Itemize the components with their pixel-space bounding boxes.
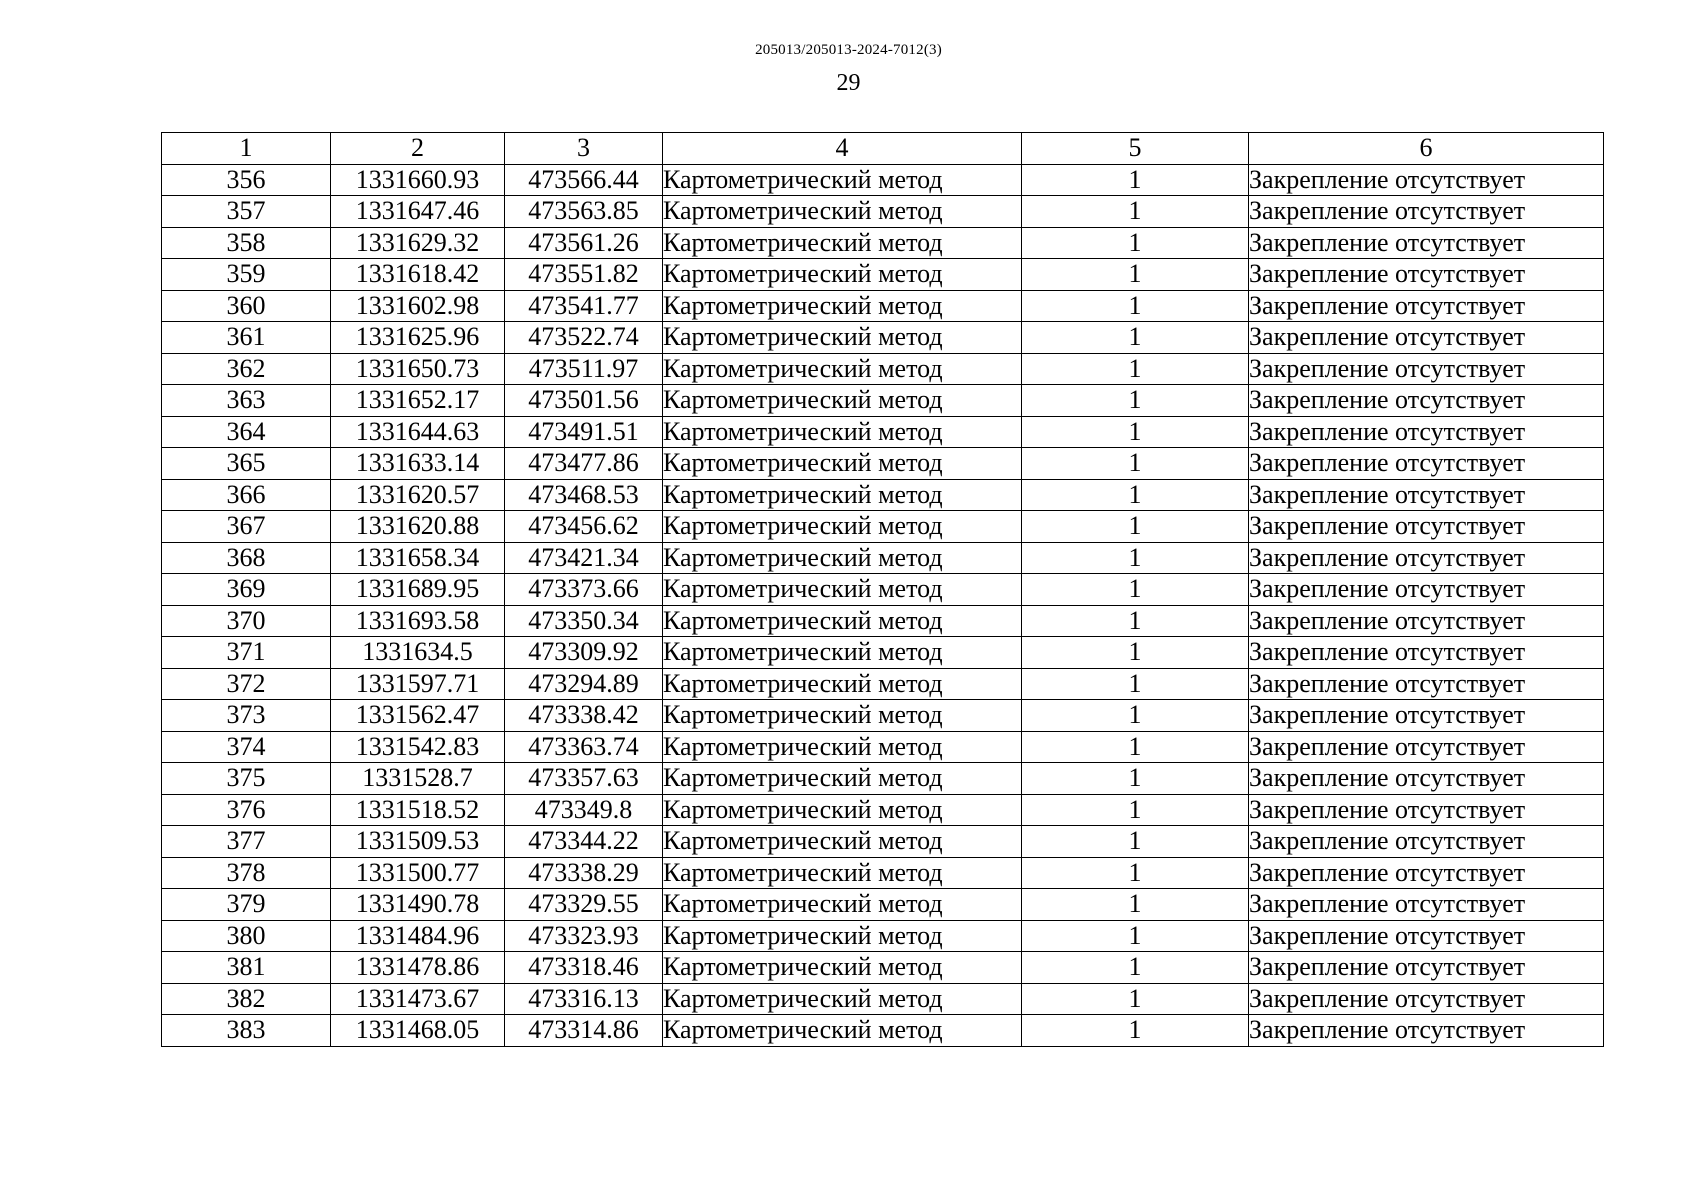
y-coordinate-cell: 473456.62 bbox=[505, 511, 663, 543]
point-number-cell: 365 bbox=[162, 448, 331, 480]
x-coordinate-cell: 1331689.95 bbox=[331, 574, 505, 606]
point-number-cell: 376 bbox=[162, 794, 331, 826]
method-cell: Картометрический метод bbox=[663, 1015, 1022, 1047]
table-row bbox=[162, 983, 1604, 1015]
x-coordinate-cell: 1331518.52 bbox=[331, 794, 505, 826]
accuracy-cell: 1 bbox=[1022, 1015, 1249, 1047]
method-cell: Картометрический метод bbox=[663, 826, 1022, 858]
table-row bbox=[162, 857, 1604, 889]
point-number-cell: 369 bbox=[162, 574, 331, 606]
x-coordinate-cell: 1331633.14 bbox=[331, 448, 505, 480]
method-cell: Картометрический метод bbox=[663, 322, 1022, 354]
accuracy-cell: 1 bbox=[1022, 353, 1249, 385]
table-row bbox=[162, 637, 1604, 669]
x-coordinate-cell: 1331634.5 bbox=[331, 637, 505, 669]
x-coordinate-cell: 1331490.78 bbox=[331, 889, 505, 921]
point-number-cell: 379 bbox=[162, 889, 331, 921]
coordinates-table bbox=[161, 132, 1604, 1047]
table-row bbox=[162, 668, 1604, 700]
fixing-description-cell: Закрепление отсутствует bbox=[1249, 605, 1604, 637]
y-coordinate-cell: 473318.46 bbox=[505, 952, 663, 984]
point-number-cell: 371 bbox=[162, 637, 331, 669]
accuracy-cell: 1 bbox=[1022, 637, 1249, 669]
method-cell: Картометрический метод bbox=[663, 164, 1022, 196]
table-row bbox=[162, 889, 1604, 921]
fixing-description-cell: Закрепление отсутствует bbox=[1249, 542, 1604, 574]
point-number-cell: 381 bbox=[162, 952, 331, 984]
point-number-cell: 361 bbox=[162, 322, 331, 354]
accuracy-cell: 1 bbox=[1022, 700, 1249, 732]
x-coordinate-cell: 1331644.63 bbox=[331, 416, 505, 448]
table-row bbox=[162, 227, 1604, 259]
table-row bbox=[162, 731, 1604, 763]
fixing-description-cell: Закрепление отсутствует bbox=[1249, 353, 1604, 385]
y-coordinate-cell: 473522.74 bbox=[505, 322, 663, 354]
fixing-description-cell: Закрепление отсутствует bbox=[1249, 322, 1604, 354]
table-row bbox=[162, 763, 1604, 795]
y-coordinate-cell: 473294.89 bbox=[505, 668, 663, 700]
point-number-cell: 363 bbox=[162, 385, 331, 417]
fixing-description-cell: Закрепление отсутствует bbox=[1249, 920, 1604, 952]
table-row bbox=[162, 542, 1604, 574]
page-number: 29 bbox=[836, 70, 861, 96]
x-coordinate-cell: 1331652.17 bbox=[331, 385, 505, 417]
fixing-description-cell: Закрепление отсутствует bbox=[1249, 1015, 1604, 1047]
point-number-cell: 370 bbox=[162, 605, 331, 637]
method-cell: Картометрический метод bbox=[663, 290, 1022, 322]
y-coordinate-cell: 473511.97 bbox=[505, 353, 663, 385]
column-header: 4 bbox=[663, 133, 1022, 165]
fixing-description-cell: Закрепление отсутствует bbox=[1249, 952, 1604, 984]
accuracy-cell: 1 bbox=[1022, 259, 1249, 291]
fixing-description-cell: Закрепление отсутствует bbox=[1249, 290, 1604, 322]
fixing-description-cell: Закрепление отсутствует bbox=[1249, 227, 1604, 259]
x-coordinate-cell: 1331473.67 bbox=[331, 983, 505, 1015]
point-number-cell: 356 bbox=[162, 164, 331, 196]
x-coordinate-cell: 1331618.42 bbox=[331, 259, 505, 291]
accuracy-cell: 1 bbox=[1022, 826, 1249, 858]
point-number-cell: 357 bbox=[162, 196, 331, 228]
method-cell: Картометрический метод bbox=[663, 668, 1022, 700]
method-cell: Картометрический метод bbox=[663, 542, 1022, 574]
column-header: 2 bbox=[331, 133, 505, 165]
x-coordinate-cell: 1331468.05 bbox=[331, 1015, 505, 1047]
fixing-description-cell: Закрепление отсутствует bbox=[1249, 668, 1604, 700]
point-number-cell: 377 bbox=[162, 826, 331, 858]
method-cell: Картометрический метод bbox=[663, 448, 1022, 480]
table-row bbox=[162, 605, 1604, 637]
header-row bbox=[162, 133, 1604, 165]
table-row bbox=[162, 353, 1604, 385]
fixing-description-cell: Закрепление отсутствует bbox=[1249, 983, 1604, 1015]
method-cell: Картометрический метод bbox=[663, 857, 1022, 889]
x-coordinate-cell: 1331542.83 bbox=[331, 731, 505, 763]
accuracy-cell: 1 bbox=[1022, 448, 1249, 480]
point-number-cell: 367 bbox=[162, 511, 331, 543]
fixing-description-cell: Закрепление отсутствует bbox=[1249, 731, 1604, 763]
accuracy-cell: 1 bbox=[1022, 322, 1249, 354]
table-row bbox=[162, 1015, 1604, 1047]
x-coordinate-cell: 1331484.96 bbox=[331, 920, 505, 952]
x-coordinate-cell: 1331509.53 bbox=[331, 826, 505, 858]
x-coordinate-cell: 1331625.96 bbox=[331, 322, 505, 354]
method-cell: Картометрический метод bbox=[663, 763, 1022, 795]
accuracy-cell: 1 bbox=[1022, 889, 1249, 921]
table-row bbox=[162, 259, 1604, 291]
point-number-cell: 382 bbox=[162, 983, 331, 1015]
y-coordinate-cell: 473491.51 bbox=[505, 416, 663, 448]
point-number-cell: 362 bbox=[162, 353, 331, 385]
point-number-cell: 378 bbox=[162, 857, 331, 889]
y-coordinate-cell: 473329.55 bbox=[505, 889, 663, 921]
method-cell: Картометрический метод bbox=[663, 637, 1022, 669]
method-cell: Картометрический метод bbox=[663, 353, 1022, 385]
point-number-cell: 375 bbox=[162, 763, 331, 795]
table-row bbox=[162, 952, 1604, 984]
y-coordinate-cell: 473350.34 bbox=[505, 605, 663, 637]
accuracy-cell: 1 bbox=[1022, 605, 1249, 637]
y-coordinate-cell: 473357.63 bbox=[505, 763, 663, 795]
column-header: 5 bbox=[1022, 133, 1249, 165]
y-coordinate-cell: 473563.85 bbox=[505, 196, 663, 228]
fixing-description-cell: Закрепление отсутствует bbox=[1249, 196, 1604, 228]
x-coordinate-cell: 1331650.73 bbox=[331, 353, 505, 385]
method-cell: Картометрический метод bbox=[663, 259, 1022, 291]
fixing-description-cell: Закрепление отсутствует bbox=[1249, 763, 1604, 795]
table-row bbox=[162, 574, 1604, 606]
table-row bbox=[162, 385, 1604, 417]
point-number-cell: 368 bbox=[162, 542, 331, 574]
fixing-description-cell: Закрепление отсутствует bbox=[1249, 889, 1604, 921]
x-coordinate-cell: 1331528.7 bbox=[331, 763, 505, 795]
y-coordinate-cell: 473566.44 bbox=[505, 164, 663, 196]
method-cell: Картометрический метод bbox=[663, 227, 1022, 259]
y-coordinate-cell: 473363.74 bbox=[505, 731, 663, 763]
accuracy-cell: 1 bbox=[1022, 164, 1249, 196]
fixing-description-cell: Закрепление отсутствует bbox=[1249, 574, 1604, 606]
point-number-cell: 366 bbox=[162, 479, 331, 511]
accuracy-cell: 1 bbox=[1022, 668, 1249, 700]
method-cell: Картометрический метод bbox=[663, 920, 1022, 952]
accuracy-cell: 1 bbox=[1022, 920, 1249, 952]
document-id: 205013/205013-2024-7012(3) bbox=[755, 42, 942, 58]
x-coordinate-cell: 1331693.58 bbox=[331, 605, 505, 637]
column-header: 6 bbox=[1249, 133, 1604, 165]
point-number-cell: 372 bbox=[162, 668, 331, 700]
point-number-cell: 359 bbox=[162, 259, 331, 291]
accuracy-cell: 1 bbox=[1022, 952, 1249, 984]
fixing-description-cell: Закрепление отсутствует bbox=[1249, 857, 1604, 889]
table-row bbox=[162, 700, 1604, 732]
y-coordinate-cell: 473344.22 bbox=[505, 826, 663, 858]
fixing-description-cell: Закрепление отсутствует bbox=[1249, 448, 1604, 480]
table-row bbox=[162, 826, 1604, 858]
x-coordinate-cell: 1331602.98 bbox=[331, 290, 505, 322]
x-coordinate-cell: 1331597.71 bbox=[331, 668, 505, 700]
table-row bbox=[162, 511, 1604, 543]
y-coordinate-cell: 473551.82 bbox=[505, 259, 663, 291]
x-coordinate-cell: 1331500.77 bbox=[331, 857, 505, 889]
point-number-cell: 380 bbox=[162, 920, 331, 952]
accuracy-cell: 1 bbox=[1022, 857, 1249, 889]
method-cell: Картометрический метод bbox=[663, 479, 1022, 511]
accuracy-cell: 1 bbox=[1022, 983, 1249, 1015]
table-row bbox=[162, 290, 1604, 322]
accuracy-cell: 1 bbox=[1022, 574, 1249, 606]
fixing-description-cell: Закрепление отсутствует bbox=[1249, 259, 1604, 291]
column-header: 3 bbox=[505, 133, 663, 165]
fixing-description-cell: Закрепление отсутствует bbox=[1249, 479, 1604, 511]
table-row bbox=[162, 448, 1604, 480]
fixing-description-cell: Закрепление отсутствует bbox=[1249, 826, 1604, 858]
table-row bbox=[162, 479, 1604, 511]
accuracy-cell: 1 bbox=[1022, 763, 1249, 795]
accuracy-cell: 1 bbox=[1022, 731, 1249, 763]
y-coordinate-cell: 473349.8 bbox=[505, 794, 663, 826]
fixing-description-cell: Закрепление отсутствует bbox=[1249, 637, 1604, 669]
accuracy-cell: 1 bbox=[1022, 290, 1249, 322]
fixing-description-cell: Закрепление отсутствует bbox=[1249, 416, 1604, 448]
fixing-description-cell: Закрепление отсутствует bbox=[1249, 385, 1604, 417]
method-cell: Картометрический метод bbox=[663, 794, 1022, 826]
x-coordinate-cell: 1331620.88 bbox=[331, 511, 505, 543]
point-number-cell: 360 bbox=[162, 290, 331, 322]
accuracy-cell: 1 bbox=[1022, 385, 1249, 417]
fixing-description-cell: Закрепление отсутствует bbox=[1249, 700, 1604, 732]
fixing-description-cell: Закрепление отсутствует bbox=[1249, 164, 1604, 196]
method-cell: Картометрический метод bbox=[663, 952, 1022, 984]
table-body bbox=[162, 164, 1604, 1046]
table-row bbox=[162, 794, 1604, 826]
method-cell: Картометрический метод bbox=[663, 511, 1022, 543]
point-number-cell: 374 bbox=[162, 731, 331, 763]
y-coordinate-cell: 473338.42 bbox=[505, 700, 663, 732]
point-number-cell: 383 bbox=[162, 1015, 331, 1047]
table-row bbox=[162, 322, 1604, 354]
point-number-cell: 364 bbox=[162, 416, 331, 448]
accuracy-cell: 1 bbox=[1022, 542, 1249, 574]
x-coordinate-cell: 1331658.34 bbox=[331, 542, 505, 574]
accuracy-cell: 1 bbox=[1022, 416, 1249, 448]
table-row bbox=[162, 164, 1604, 196]
y-coordinate-cell: 473561.26 bbox=[505, 227, 663, 259]
method-cell: Картометрический метод bbox=[663, 574, 1022, 606]
method-cell: Картометрический метод bbox=[663, 700, 1022, 732]
table-header bbox=[162, 133, 1604, 165]
y-coordinate-cell: 473323.93 bbox=[505, 920, 663, 952]
table-row bbox=[162, 416, 1604, 448]
accuracy-cell: 1 bbox=[1022, 511, 1249, 543]
y-coordinate-cell: 473338.29 bbox=[505, 857, 663, 889]
fixing-description-cell: Закрепление отсутствует bbox=[1249, 511, 1604, 543]
x-coordinate-cell: 1331629.32 bbox=[331, 227, 505, 259]
method-cell: Картометрический метод bbox=[663, 731, 1022, 763]
x-coordinate-cell: 1331478.86 bbox=[331, 952, 505, 984]
method-cell: Картометрический метод bbox=[663, 196, 1022, 228]
method-cell: Картометрический метод bbox=[663, 416, 1022, 448]
method-cell: Картометрический метод bbox=[663, 605, 1022, 637]
y-coordinate-cell: 473501.56 bbox=[505, 385, 663, 417]
accuracy-cell: 1 bbox=[1022, 479, 1249, 511]
x-coordinate-cell: 1331647.46 bbox=[331, 196, 505, 228]
y-coordinate-cell: 473316.13 bbox=[505, 983, 663, 1015]
y-coordinate-cell: 473477.86 bbox=[505, 448, 663, 480]
fixing-description-cell: Закрепление отсутствует bbox=[1249, 794, 1604, 826]
y-coordinate-cell: 473541.77 bbox=[505, 290, 663, 322]
point-number-cell: 373 bbox=[162, 700, 331, 732]
table-row bbox=[162, 920, 1604, 952]
x-coordinate-cell: 1331620.57 bbox=[331, 479, 505, 511]
accuracy-cell: 1 bbox=[1022, 794, 1249, 826]
x-coordinate-cell: 1331562.47 bbox=[331, 700, 505, 732]
y-coordinate-cell: 473373.66 bbox=[505, 574, 663, 606]
point-number-cell: 358 bbox=[162, 227, 331, 259]
accuracy-cell: 1 bbox=[1022, 227, 1249, 259]
method-cell: Картометрический метод bbox=[663, 889, 1022, 921]
method-cell: Картометрический метод bbox=[663, 385, 1022, 417]
x-coordinate-cell: 1331660.93 bbox=[331, 164, 505, 196]
column-header: 1 bbox=[162, 133, 331, 165]
y-coordinate-cell: 473314.86 bbox=[505, 1015, 663, 1047]
table-row bbox=[162, 196, 1604, 228]
accuracy-cell: 1 bbox=[1022, 196, 1249, 228]
y-coordinate-cell: 473309.92 bbox=[505, 637, 663, 669]
y-coordinate-cell: 473421.34 bbox=[505, 542, 663, 574]
method-cell: Картометрический метод bbox=[663, 983, 1022, 1015]
y-coordinate-cell: 473468.53 bbox=[505, 479, 663, 511]
